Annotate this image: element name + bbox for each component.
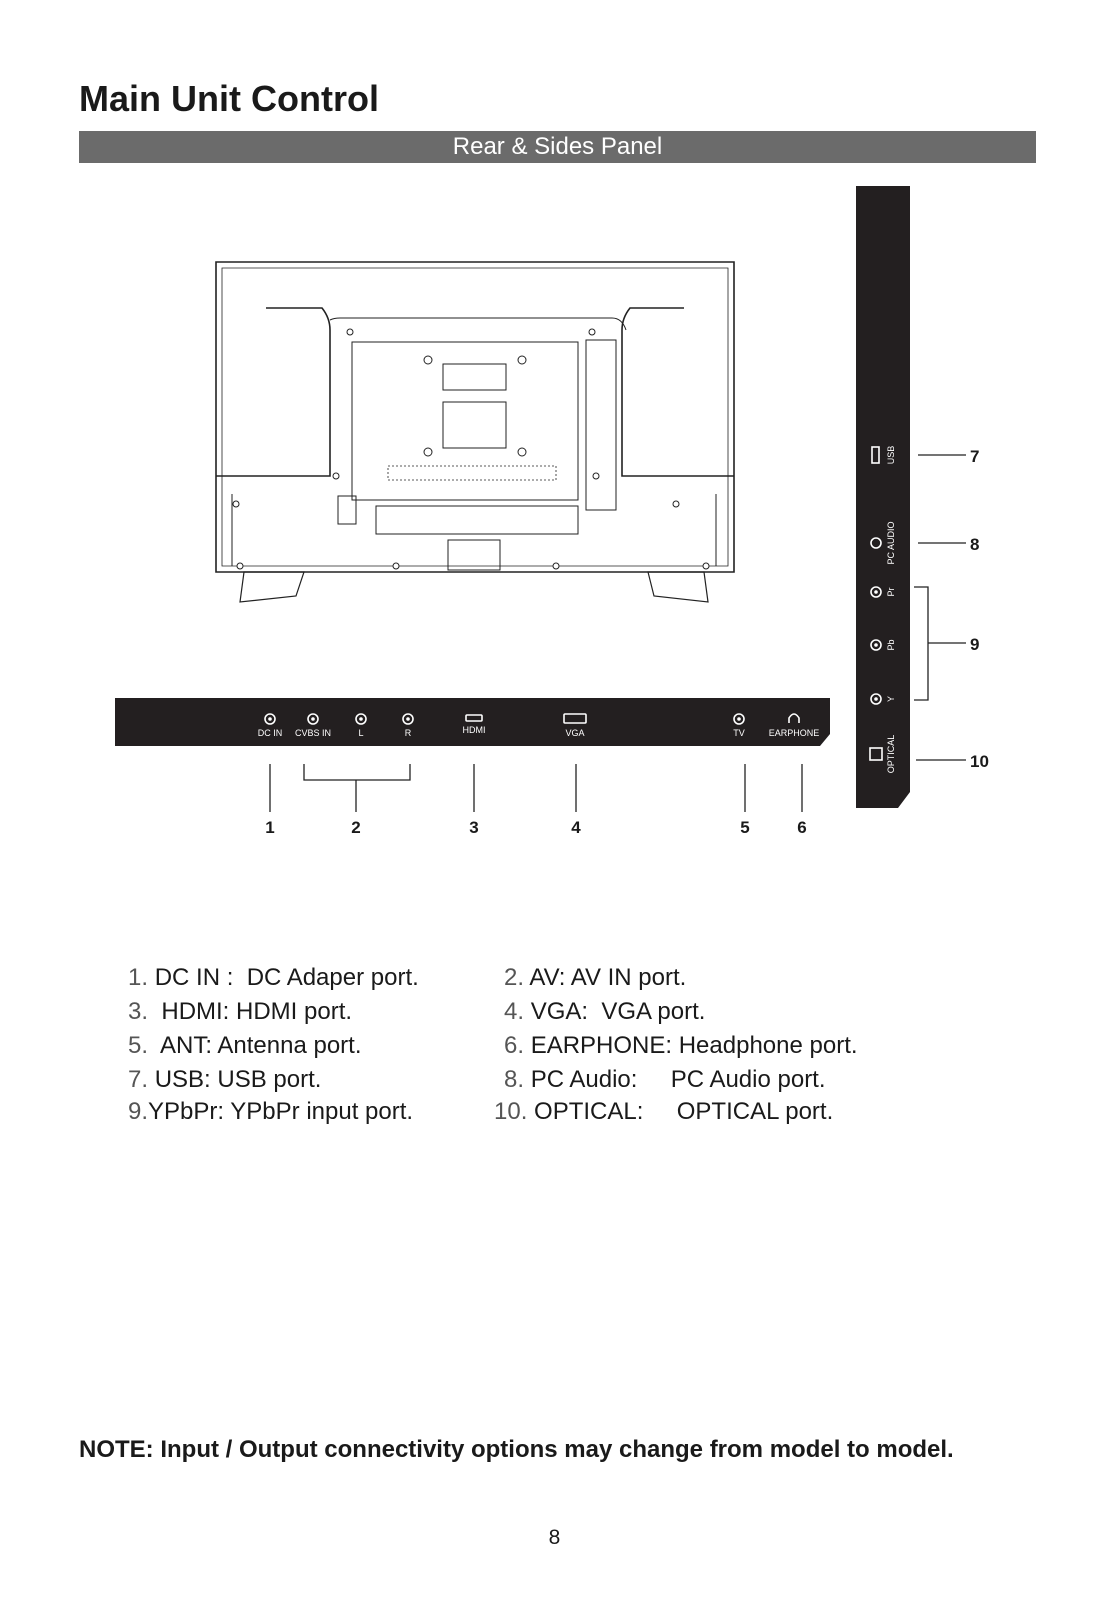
side-port-panel xyxy=(856,186,910,808)
legend-item xyxy=(504,1032,858,1060)
legend-item xyxy=(504,964,686,992)
section-banner: Rear & Sides Panel xyxy=(79,131,1036,163)
callout-3: 3 xyxy=(469,818,479,837)
legend-item xyxy=(128,1066,321,1094)
callout-10: 10 xyxy=(970,752,989,771)
legend-text: DC IN : DC Adaper port. xyxy=(154,964,419,991)
legend-text: ANT: Antenna port. xyxy=(154,1032,362,1059)
side-leader-lines xyxy=(914,455,966,760)
legend-item xyxy=(494,1098,833,1126)
page-title: Main Unit Control xyxy=(79,78,379,119)
legend-num: 10. xyxy=(494,1098,528,1125)
legend-item xyxy=(504,1066,826,1094)
callout-9: 9 xyxy=(970,635,980,654)
port-label-dc-in: DC IN xyxy=(257,728,283,738)
legend-text: HDMI: HDMI port. xyxy=(154,998,353,1025)
port-label-r: R xyxy=(404,728,412,738)
legend-num: 8. xyxy=(504,1066,525,1093)
port-label-vga: VGA xyxy=(565,728,585,738)
legend-num: 9. xyxy=(128,1098,149,1125)
legend-item xyxy=(504,998,705,1026)
legend-text: VGA: VGA port. xyxy=(530,998,706,1025)
port-label-usb: USB xyxy=(886,445,896,465)
legend-num: 1. xyxy=(128,964,149,991)
legend-item xyxy=(128,964,419,992)
port-label-pb: Pb xyxy=(886,639,896,651)
callout-1: 1 xyxy=(265,818,275,837)
callout-5: 5 xyxy=(740,818,750,837)
legend-text: EARPHONE: Headphone port. xyxy=(530,1032,858,1059)
port-label-optical: OPTICAL xyxy=(886,734,896,774)
connectivity-note: NOTE: Input / Output connectivity options may change from model to model. xyxy=(79,1436,954,1463)
legend-num: 5. xyxy=(128,1032,149,1059)
legend-item xyxy=(128,998,352,1026)
bottom-leader-lines xyxy=(270,764,802,812)
port-label-tv: TV xyxy=(733,728,745,738)
callout-7: 7 xyxy=(970,447,980,466)
legend-text: PC Audio: PC Audio port. xyxy=(530,1066,826,1093)
legend-item xyxy=(128,1098,413,1126)
bottom-port-panel xyxy=(115,698,830,746)
legend-num: 7. xyxy=(128,1066,149,1093)
callout-8: 8 xyxy=(970,535,980,554)
port-label-l: L xyxy=(358,728,364,738)
port-label-y: Y xyxy=(886,695,896,703)
callout-4: 4 xyxy=(571,818,581,837)
legend-item xyxy=(128,1032,362,1060)
legend-num: 3. xyxy=(128,998,149,1025)
tv-rear-illustration xyxy=(216,262,734,602)
callout-2: 2 xyxy=(351,818,361,837)
port-label-pr: Pr xyxy=(886,587,896,597)
legend-text: YPbPr: YPbPr input port. xyxy=(148,1098,414,1125)
legend-num: 4. xyxy=(504,998,525,1025)
legend-num: 6. xyxy=(504,1032,525,1059)
legend-text: OPTICAL: OPTICAL port. xyxy=(534,1098,834,1125)
legend-text: USB: USB port. xyxy=(154,1066,322,1093)
callout-6: 6 xyxy=(797,818,807,837)
legend-num: 2. xyxy=(504,964,525,991)
port-label-hdmi: HDMI xyxy=(462,725,486,735)
port-label-cvbs-in: CVBS IN xyxy=(294,728,332,738)
legend-text: AV: AV IN port. xyxy=(529,964,687,991)
page-number: 8 xyxy=(548,1526,561,1549)
port-label-earphone: EARPHONE xyxy=(768,728,820,738)
port-label-pc-audio: PC AUDIO xyxy=(886,521,896,565)
